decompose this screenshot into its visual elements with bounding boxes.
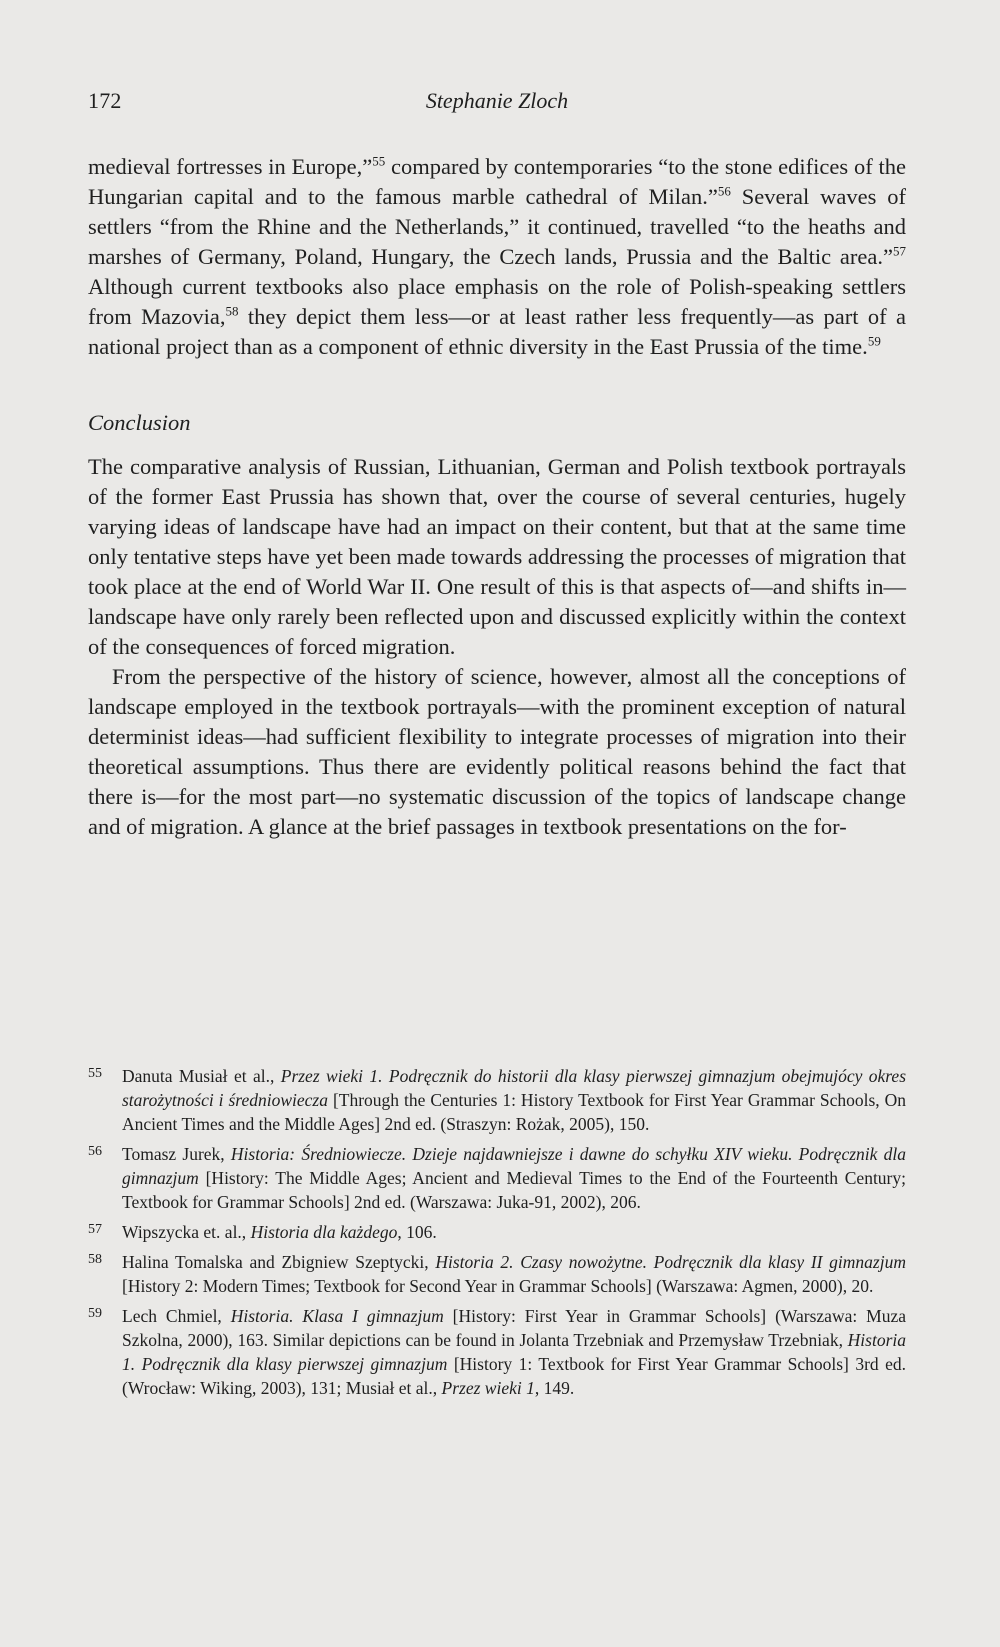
footnote-56: 56 Tomasz Jurek, Historia: Średniowiecze. Dzieje najdawniejsze i dawne do schyłku XIV wieku. Podręcznik dla gimnazjum [History: The Middle Ages; Ancient and Medieval Times to the End of the Fourteenth Century; Textbook for Grammar Schools] 2nd ed. (Warszawa: Juka-91, 2002), 206. xyxy=(88,1142,906,1214)
main-text xyxy=(88,152,906,842)
footnote-ref-57[interactable]: 57 xyxy=(893,243,906,259)
footnotes xyxy=(88,1064,906,1406)
footnote-ref-59[interactable]: 59 xyxy=(867,333,881,349)
paragraph-2: The comparative analysis of Russian, Lithuanian, German and Polish textbook portrayals of the former East Prussia has shown that, over the course of several centuries, hugely varying ideas of landscape have had an impact on their content, but that at the same time only tentative steps have yet been made towards addressing the processes of migration that took place at the end of World War II. One result of this is that aspects of—and shifts in—landscape have only rarely been reflected upon and discussed explicitly within the context of the consequences of forced migration. xyxy=(88,454,906,659)
footnote-55: 55 Danuta Musiał et al., Przez wieki 1. Podręcznik do historii dla klasy pierwszej gimnazjum obejmujócy okres starożytności i średniowiecza [Through the Centuries 1: History Textbook for First Year Grammar Schools, On Ancient Times and the Middle Ages] 2nd ed. (Straszyn: Rożak, 2005), 150. xyxy=(88,1064,906,1136)
footnote-58: 58 Halina Tomalska and Zbigniew Szeptycki, Historia 2. Czasy nowożytne. Podręcznik dla klasy II gimnazjum [History 2: Modern Times; Textbook for Second Year in Grammar Schools] (Warszawa: Agmen, 2000), 20. xyxy=(88,1250,906,1298)
footnote-number: 59 xyxy=(88,1306,102,1321)
footnote-number: 55 xyxy=(88,1066,102,1081)
page-header xyxy=(88,88,906,122)
paragraph-3: From the perspective of the history of science, however, almost all the conceptions of landscape employed in the textbook portrayals—with the prominent exception of natural determinist ideas—had sufficient flexibility to integrate processes of migration into their theoretical assumptions. Thus there are evidently political reasons behind the fact that there is—for the most part—no systematic discussion of the topics of landscape change and of migration. A glance at the brief passages in textbook presentations on the for- xyxy=(88,664,906,839)
footnote-ref-56[interactable]: 56 xyxy=(717,183,731,199)
footnote-59: 59 Lech Chmiel, Historia. Klasa I gimnazjum [History: First Year in Grammar Schools] (Warszawa: Muza Szkolna, 2000), 163. Similar depictions can be found in Jolanta Trzebniak and Przemysław Trzebniak, Historia 1. Podręcznik dla klasy pierwszej gimnazjum [History 1: Textbook for First Year Grammar Schools] 3rd ed. (Wrocław: Wiking, 2003), 131; Musiał et al., Przez wieki 1, 149. xyxy=(88,1304,906,1400)
section-heading: Conclusion xyxy=(88,410,191,435)
footnote-number: 56 xyxy=(88,1144,102,1159)
footnote-ref-58[interactable]: 58 xyxy=(225,303,239,319)
footnote-number: 58 xyxy=(88,1252,102,1267)
paragraph-1: medieval fortresses in Europe,”$^{55}$ compared by contemporaries “to the stone edifices of the Hungarian capital and to the famous marble cathedral of Milan.”$^{56}$ Several waves of settlers “from the Rhine and the Netherlands,” it continued, travelled “to the heaths and marshes of Germany, Poland, Hungary, the Czech lands, Prussia and the Baltic area.”$^{57}$ Although current textbooks also place emphasis on the role of Polish-speaking settlers from Mazovia,$^{58}$ they depict them less—or at least rather less frequently—as part of a national project than as a component of ethnic diversity in the East Prussia of the time.$^{59}$ xyxy=(88,153,906,359)
footnote-number: 57 xyxy=(88,1222,102,1237)
page-number: 172 xyxy=(88,88,122,113)
footnote-57: 57 Wipszycka et. al., Historia dla każdego, 106. xyxy=(88,1220,906,1244)
footnote-ref-55[interactable]: 55 xyxy=(372,153,386,169)
running-head: Stephanie Zloch xyxy=(425,88,569,113)
